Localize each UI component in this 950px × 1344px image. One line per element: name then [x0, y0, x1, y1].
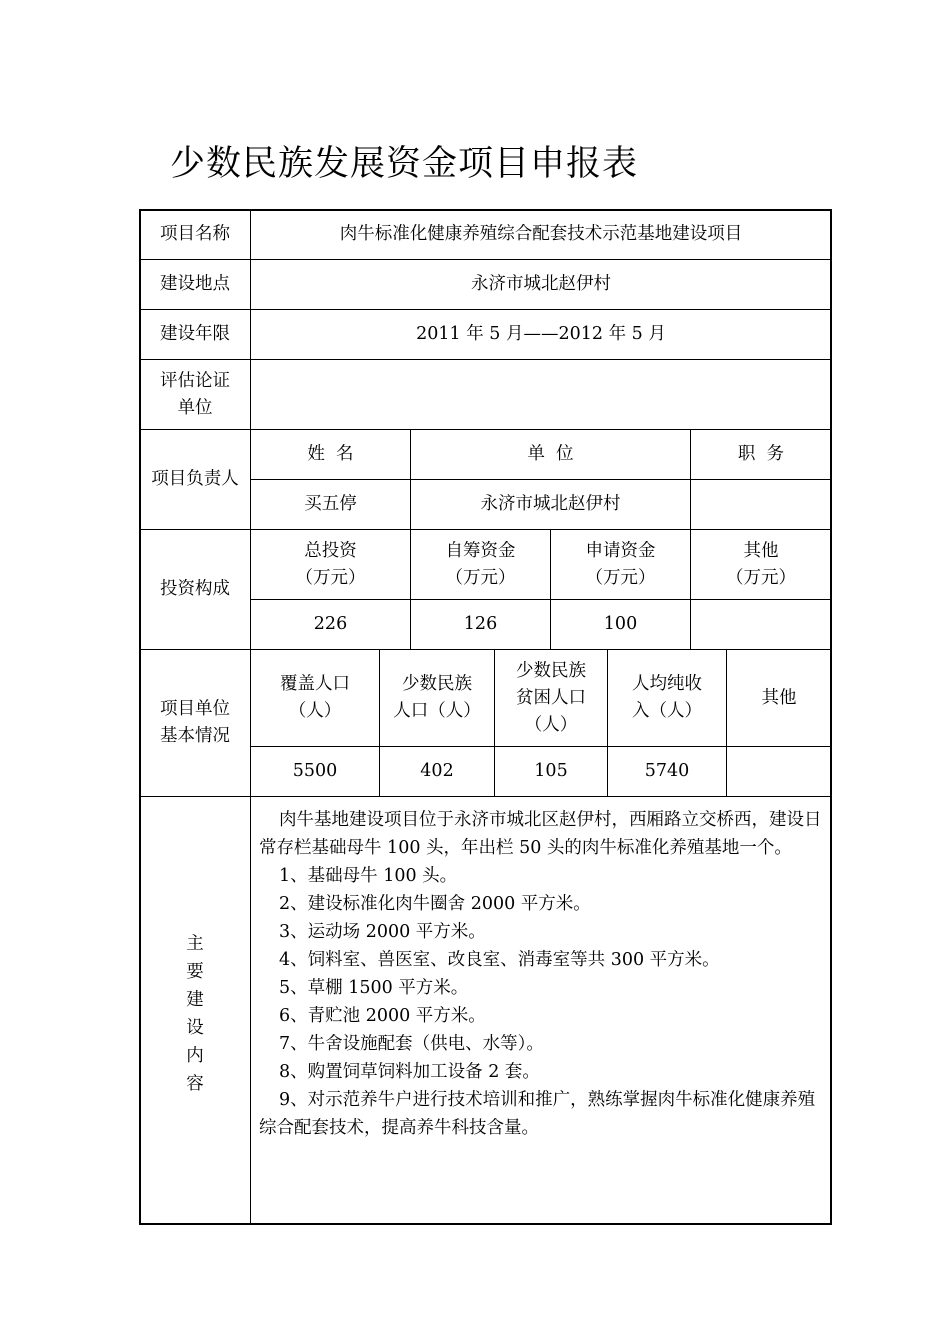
basic-coverage-value: 5500 [292, 761, 338, 781]
label-char: 主 [186, 934, 204, 954]
header-line: 入（人） [632, 701, 702, 721]
header-line: 总投资 [304, 540, 357, 561]
content-item: 4、饲料室、兽医室、改良室、消毒室等共 300 平方米。 [279, 950, 720, 970]
leader-unit-value: 永济市城北赵伊村 [480, 494, 621, 514]
row-divider [139, 796, 832, 797]
investment-header-self [411, 530, 550, 599]
investment-applied-value: 100 [603, 614, 638, 634]
label-line: 基本情况 [160, 726, 230, 746]
content-item: 2、建设标准化肉牛圈舍 2000 平方米。 [279, 894, 591, 914]
main-content-label [140, 930, 250, 1098]
basic-header-minority [380, 650, 494, 746]
basic-header-income [608, 650, 726, 746]
label-char: 要 [186, 962, 204, 982]
header-unit: （万元） [295, 567, 366, 588]
basic-header-coverage [251, 650, 379, 746]
header-unit: （万元） [445, 567, 516, 588]
investment-header-other [691, 530, 831, 599]
header-line: 人均纯收 [632, 674, 702, 694]
period-value: 2011 年 5 月——2012 年 5 月 [416, 324, 666, 344]
project-name-value: 肉牛标准化健康养殖综合配套技术示范基地建设项目 [339, 224, 743, 244]
basic-income-value: 5740 [644, 761, 690, 781]
header-line: 申请资金 [585, 540, 656, 561]
investment-other-value [691, 600, 831, 649]
leader-name-value: 买五停 [304, 494, 357, 514]
location-value: 永济市城北赵伊村 [471, 274, 611, 294]
content-item: 9、对示范养牛户进行技术培训和推广，熟练掌握肉牛标准化健康养殖综合配套技术，提高养牛科技含量。 [259, 1090, 816, 1138]
evaluation-label-line2: 单位 [177, 397, 213, 418]
investment-self-value: 126 [463, 614, 498, 634]
header-line: （人） [524, 714, 578, 735]
content-item: 1、基础母牛 100 头。 [279, 866, 458, 886]
header-line: （人） [288, 701, 342, 721]
basic-minority-poor-value: 105 [534, 761, 568, 781]
investment-total-value: 226 [313, 614, 348, 634]
label-line: 项目单位 [160, 699, 230, 719]
location-label: 建设地点 [160, 274, 230, 294]
basic-info-label [140, 650, 250, 796]
basic-header-minority-poor [495, 650, 607, 746]
evaluation-unit-value [251, 360, 831, 429]
content-item: 6、青贮池 2000 平方米。 [279, 1006, 486, 1026]
leader-unit-header: 单 位 [527, 444, 574, 464]
evaluation-unit-label [140, 360, 250, 429]
period-label: 建设年限 [160, 324, 230, 344]
content-intro: 肉牛基地建设项目位于永济市城北区赵伊村，西厢路立交桥西，建设日常存栏基础母牛 100 头，年出栏 50 头的肉牛标准化养殖基地一个。 [259, 810, 822, 858]
label-char: 建 [186, 990, 204, 1010]
label-char: 容 [186, 1074, 204, 1094]
header-unit: （万元） [726, 567, 796, 588]
header-line: 少数民族 [402, 674, 472, 694]
basic-minority-value: 402 [420, 761, 454, 781]
project-name-label: 项目名称 [160, 224, 230, 244]
basic-header-other: 其他 [761, 687, 797, 708]
content-item: 7、牛舍设施配套（供电、水等）。 [279, 1034, 544, 1054]
leader-position-header: 职 务 [737, 444, 785, 464]
header-line: 覆盖人口 [280, 674, 350, 694]
leader-name-header: 姓 名 [307, 444, 354, 464]
investment-header-applied [551, 530, 690, 599]
investment-label: 投资构成 [160, 579, 230, 599]
content-item: 5、草棚 1500 平方米。 [279, 978, 469, 998]
header-line: 自筹资金 [445, 540, 516, 561]
content-item: 3、运动场 2000 平方米。 [279, 922, 486, 942]
content-item: 8、购置饲草饲料加工设备 2 套。 [279, 1062, 540, 1082]
basic-other-value [727, 747, 831, 796]
header-line: 少数民族 [516, 660, 586, 681]
leader-position-value [691, 480, 831, 529]
header-line: 贫困人口 [516, 687, 586, 708]
leader-label: 项目负责人 [151, 469, 239, 489]
label-char: 设 [186, 1018, 204, 1038]
header-line: 其他 [743, 540, 779, 561]
header-line: 人口（人） [393, 701, 481, 721]
investment-header-total [251, 530, 410, 599]
main-content-body [259, 806, 825, 1142]
page-title: 少数民族发展资金项目申报表 [170, 144, 639, 184]
evaluation-label-line1: 评估论证 [160, 370, 230, 391]
label-char: 内 [186, 1046, 204, 1066]
header-unit: （万元） [585, 567, 656, 588]
